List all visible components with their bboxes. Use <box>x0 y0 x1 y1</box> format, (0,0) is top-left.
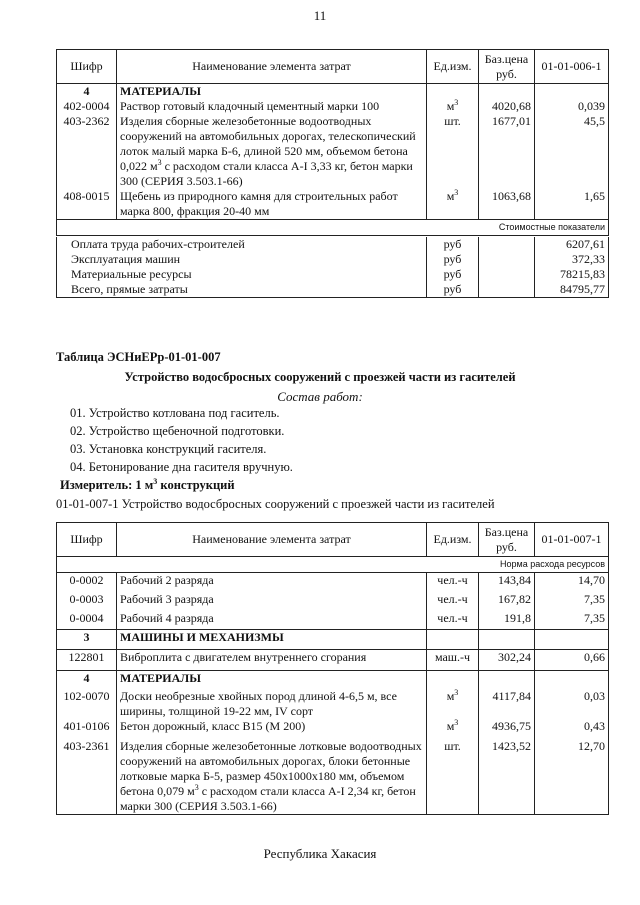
total-row <box>57 252 609 267</box>
row-name: Доски необрезные хвойных пород длиной 4-6,5 м, все ширины, толщиной 19-22 мм, IV сорт <box>117 689 427 719</box>
row-unit: шт. <box>427 739 479 815</box>
row-code: 102-0070 <box>57 689 117 719</box>
row-code: 403-2362 <box>57 114 117 189</box>
row-unit: $м^3$ <box>427 99 479 114</box>
total-row <box>57 267 609 282</box>
total-label: Всего, прямые затраты <box>57 282 427 298</box>
row-code: 401-0106 <box>57 719 117 739</box>
work-item: 03. Установка конструкций гасителя. <box>70 442 267 456</box>
totals-table <box>56 237 609 298</box>
total-unit: руб <box>427 237 479 252</box>
row-unit: чел.-ч <box>427 592 479 611</box>
total-unit: руб <box>427 267 479 282</box>
section-row <box>57 84 609 100</box>
row-value: 0,03 <box>535 689 609 719</box>
header-position-code: 01-01-006-1 <box>535 50 609 84</box>
total-unit: руб <box>427 252 479 267</box>
header-price: Баз.цена руб. <box>479 523 535 557</box>
table-row <box>57 739 609 815</box>
row-value: 7,35 <box>535 592 609 611</box>
row-price: 302,24 <box>479 650 535 671</box>
row-value: 14,70 <box>535 573 609 592</box>
row-price: 4936,75 <box>479 719 535 739</box>
table-row <box>57 689 609 719</box>
header-unit: Ед.изм. <box>427 523 479 557</box>
row-code: 0-0004 <box>57 611 117 630</box>
row-name: Изделия сборные железобетонные лотковые водоотводных сооружений на автомобильных дорогах, блоки бетонные лотковые марка Б-5, размер 450х1000х180 мм, объемом бетона 0,079 $м^3$ с расходом стали класса А-I 2,34 кг, бетон марки 300 (СЕРИЯ 3.503.1-66) <box>117 739 427 815</box>
total-row <box>57 282 609 298</box>
row-name: Рабочий 2 разряда <box>117 573 427 592</box>
table-row <box>57 573 609 592</box>
section-number: 3 <box>57 630 117 650</box>
row-code: 0-0002 <box>57 573 117 592</box>
total-label: Материальные ресурсы <box>57 267 427 282</box>
row-unit: $м^3$ <box>427 689 479 719</box>
row-price: 4117,84 <box>479 689 535 719</box>
total-value: 84795,77 <box>535 282 609 298</box>
header-code: Шифр <box>57 523 117 557</box>
row-name: Рабочий 3 разряда <box>117 592 427 611</box>
measurement-unit: Измеритель: 1 $м^3$ конструкций <box>60 476 235 492</box>
section-row <box>57 630 609 650</box>
row-code: 403-2361 <box>57 739 117 815</box>
header-code: Шифр <box>57 50 117 84</box>
row-name: Рабочий 4 разряда <box>117 611 427 630</box>
table-row <box>57 650 609 671</box>
row-value: 7,35 <box>535 611 609 630</box>
cost-indicators-note: Стоимостные показатели <box>57 220 609 236</box>
row-name: Щебень из природного камня для строительных работ марка 800, фракция 20-40 мм <box>117 189 427 220</box>
section-row <box>57 671 609 689</box>
work-item: 01. Устройство котлована под гаситель. <box>70 406 280 420</box>
row-unit: маш.-ч <box>427 650 479 671</box>
row-price: 1677,01 <box>479 114 535 189</box>
resource-table-01-01-007 <box>56 522 609 815</box>
row-value: 0,43 <box>535 719 609 739</box>
total-value: 6207,61 <box>535 237 609 252</box>
table-row <box>57 99 609 114</box>
total-value: 78215,83 <box>535 267 609 282</box>
total-row <box>57 237 609 252</box>
row-name: Изделия сборные железобетонные водоотводных сооружений на автомобильных дорогах, телескопический лоток малый марка Б-6, длиной 520 мм, объемом бетона 0,022 $м^3$ с расходом стали класса А-I 3,33 кг, бетон марки 300 (СЕРИЯ 3.503.1-66) <box>117 114 427 189</box>
section-title: МАТЕРИАЛЫ <box>117 84 427 100</box>
section-title: МАШИНЫ И МЕХАНИЗМЫ <box>117 630 427 650</box>
row-code: 122801 <box>57 650 117 671</box>
row-price: 4020,68 <box>479 99 535 114</box>
work-item: 02. Устройство щебеночной подготовки. <box>70 424 285 438</box>
row-code: 0-0003 <box>57 592 117 611</box>
row-value: 12,70 <box>535 739 609 815</box>
row-price: 143,84 <box>479 573 535 592</box>
header-name: Наименование элемента затрат <box>117 523 427 557</box>
work-item: 04. Бетонирование дна гасителя вручную. <box>70 460 293 474</box>
total-label: Оплата труда рабочих-строителей <box>57 237 427 252</box>
row-code: 408-0015 <box>57 189 117 220</box>
total-label: Эксплуатация машин <box>57 252 427 267</box>
row-price: 1063,68 <box>479 189 535 220</box>
resource-table-01-01-006 <box>56 49 609 236</box>
total-unit: руб <box>427 282 479 298</box>
total-value: 372,33 <box>535 252 609 267</box>
row-code: 402-0004 <box>57 99 117 114</box>
table-name: Устройство водосбросных сооружений с проезжей части из гасителей <box>124 370 516 384</box>
cost-indicators-note-row <box>57 220 609 236</box>
header-price: Баз.цена руб. <box>479 50 535 84</box>
row-price: 167,82 <box>479 592 535 611</box>
position-line: 01-01-007-1 Устройство водосбросных сооружений с проезжей части из гасителей <box>56 497 495 511</box>
row-price: 191,8 <box>479 611 535 630</box>
row-unit: $м^3$ <box>427 719 479 739</box>
row-name: Бетон дорожный, класс В15 (М 200) <box>117 719 427 739</box>
table-row <box>57 592 609 611</box>
header-position-code: 01-01-007-1 <box>535 523 609 557</box>
section-number: 4 <box>57 671 117 689</box>
table-row <box>57 719 609 739</box>
row-price: 1423,52 <box>479 739 535 815</box>
table-row <box>57 189 609 220</box>
row-unit: чел.-ч <box>427 573 479 592</box>
row-unit: $м^3$ <box>427 189 479 220</box>
row-name: Виброплита с двигателем внутреннего сгорания <box>117 650 427 671</box>
section-title: МАТЕРИАЛЫ <box>117 671 427 689</box>
row-name: Раствор готовый кладочный цементный марки 100 <box>117 99 427 114</box>
resource-norm-note: Норма расхода ресурсов <box>57 557 609 573</box>
row-unit: чел.-ч <box>427 611 479 630</box>
table-title: Таблица ЭСНиЕРр-01-01-007 <box>56 350 221 364</box>
work-composition-label: Состав работ: <box>277 389 363 404</box>
row-value: 0,66 <box>535 650 609 671</box>
row-value: 45,5 <box>535 114 609 189</box>
resource-norm-note-row <box>57 557 609 573</box>
header-name: Наименование элемента затрат <box>117 50 427 84</box>
header-unit: Ед.изм. <box>427 50 479 84</box>
table-row <box>57 114 609 189</box>
row-value: 1,65 <box>535 189 609 220</box>
table-row <box>57 611 609 630</box>
page-number: 11 <box>313 8 327 23</box>
page-footer: Республика Хакасия <box>263 846 377 861</box>
section-number: 4 <box>57 84 117 100</box>
row-unit: шт. <box>427 114 479 189</box>
row-value: 0,039 <box>535 99 609 114</box>
